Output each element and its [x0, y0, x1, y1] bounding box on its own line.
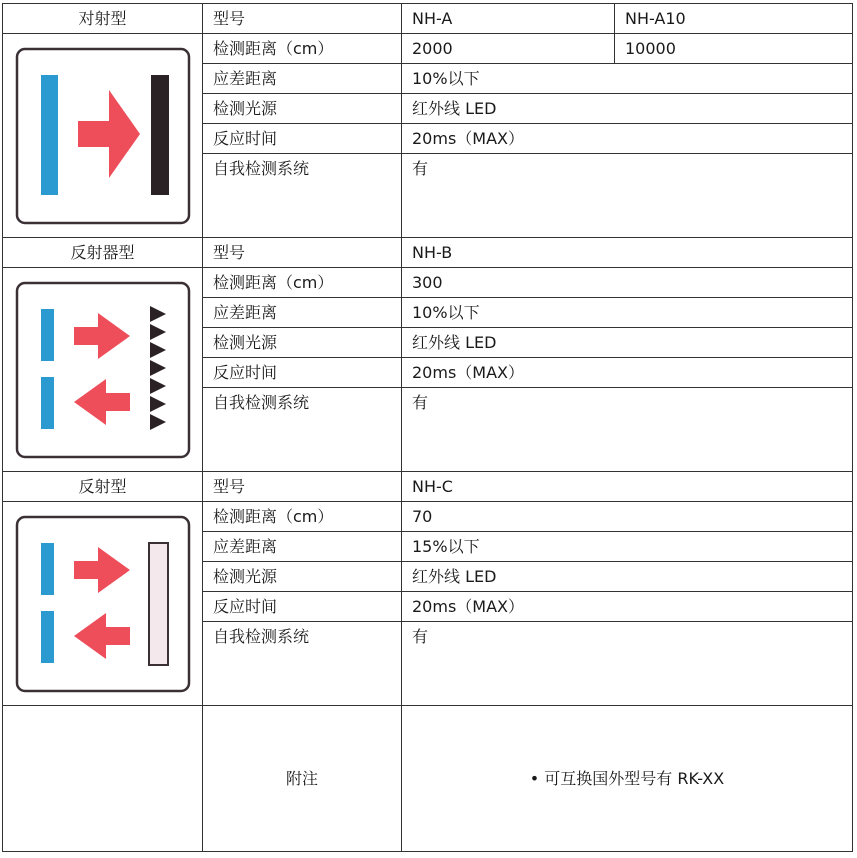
spec-label: 自我检测系统	[203, 388, 402, 472]
spec-label: 检测光源	[203, 562, 402, 592]
section-2-diagram-cell	[3, 268, 203, 472]
section-1-model-row	[3, 4, 853, 34]
spec-label: 应差距离	[203, 298, 402, 328]
note-text: • 可互换国外型号有 RK-XX	[402, 706, 853, 852]
model-value: NH-A	[402, 4, 615, 34]
spec-label: 检测距离（cm）	[203, 34, 402, 64]
spec-value: 红外线 LED	[402, 328, 853, 358]
spec-value: 10000	[615, 34, 853, 64]
spec-label: 反应时间	[203, 124, 402, 154]
spec-label: 应差距离	[203, 64, 402, 94]
spec-label: 检测距离（cm）	[203, 502, 402, 532]
spec-label: 反应时间	[203, 358, 402, 388]
diffuse-reflective-sensor-icon	[14, 514, 192, 694]
spec-value: 2000	[402, 34, 615, 64]
spec-value: 10%以下	[402, 298, 853, 328]
spec-label: 检测距离（cm）	[203, 268, 402, 298]
spec-label: 应差距离	[203, 532, 402, 562]
through-beam-sensor-icon	[14, 46, 192, 226]
section-3-diagram-cell	[3, 502, 203, 706]
section-3-model-row	[3, 472, 853, 502]
spec-row	[3, 268, 853, 298]
model-label: 型号	[203, 238, 402, 268]
spec-label: 检测光源	[203, 328, 402, 358]
spec-value: 红外线 LED	[402, 94, 853, 124]
model-value: NH-B	[402, 238, 853, 268]
spec-label: 自我检测系统	[203, 622, 402, 706]
spec-value: 20ms（MAX）	[402, 358, 853, 388]
spec-value: 300	[402, 268, 853, 298]
note-label: 附注	[203, 706, 402, 852]
model-label: 型号	[203, 472, 402, 502]
section-3-type-name: 反射型	[3, 472, 203, 502]
spec-value: 20ms（MAX）	[402, 592, 853, 622]
spec-value: 有	[402, 154, 853, 238]
spec-value: 红外线 LED	[402, 562, 853, 592]
model-label: 型号	[203, 4, 402, 34]
model-value: NH-A10	[615, 4, 853, 34]
retroreflective-sensor-icon	[14, 280, 192, 460]
spec-label: 反应时间	[203, 592, 402, 622]
section-1-type-name: 对射型	[3, 4, 203, 34]
note-empty-cell	[3, 706, 203, 852]
section-2-model-row	[3, 238, 853, 268]
model-value: NH-C	[402, 472, 853, 502]
spec-value: 10%以下	[402, 64, 853, 94]
spec-value: 20ms（MAX）	[402, 124, 853, 154]
spec-row	[3, 502, 853, 532]
note-row	[3, 706, 853, 852]
spec-value: 15%以下	[402, 532, 853, 562]
spec-value: 有	[402, 388, 853, 472]
spec-row	[3, 34, 853, 64]
spec-label: 检测光源	[203, 94, 402, 124]
spec-value: 有	[402, 622, 853, 706]
spec-value: 70	[402, 502, 853, 532]
spec-label: 自我检测系统	[203, 154, 402, 238]
section-1-diagram-cell	[3, 34, 203, 238]
section-2-type-name: 反射器型	[3, 238, 203, 268]
spec-table	[2, 3, 853, 852]
